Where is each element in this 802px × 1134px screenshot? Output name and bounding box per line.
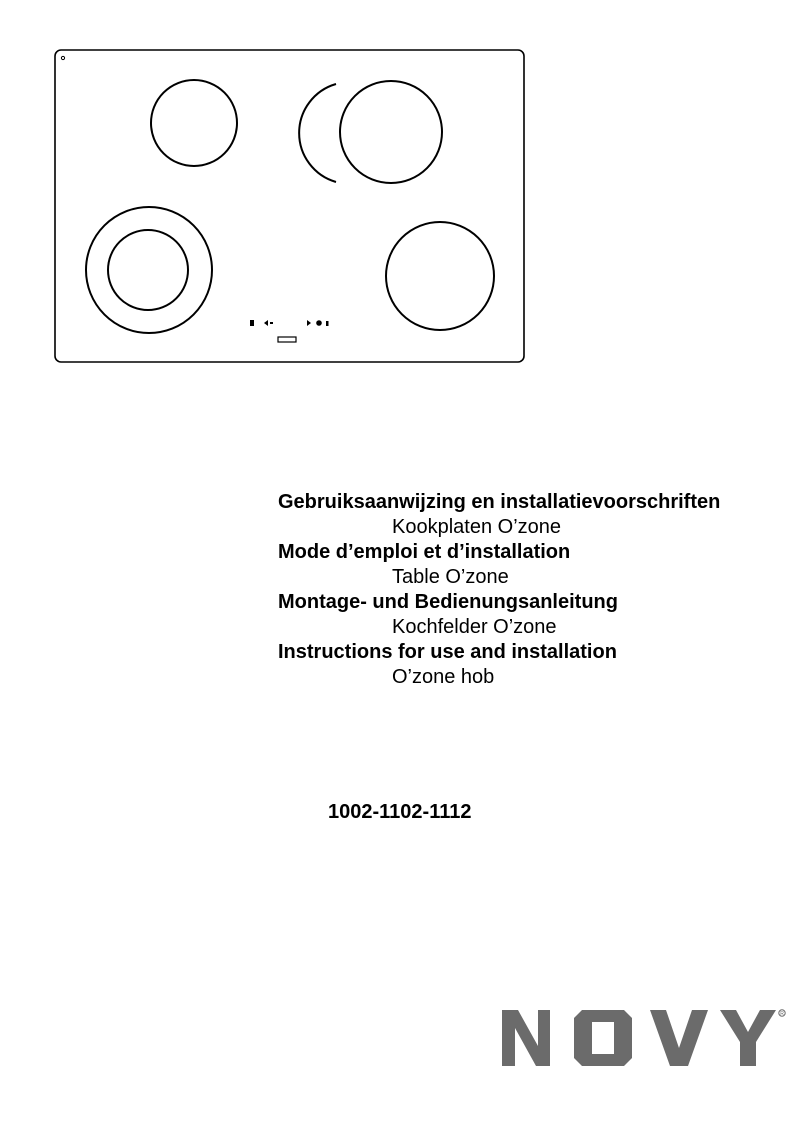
control-plus-icon (307, 320, 311, 326)
title-main-nl: Gebruiksaanwijzing en installatievoorschriften (278, 491, 721, 513)
title-main-de: Montage- und Bedienungsanleitung (278, 591, 618, 613)
zone-front-right (386, 222, 494, 330)
title-block-en (278, 640, 798, 690)
control-panel (250, 320, 329, 342)
novy-logo-letters (502, 1010, 776, 1066)
title-main-fr: Mode d’emploi et d’installation (278, 541, 571, 563)
control-timer-icon (326, 321, 329, 326)
cooktop-illustration (54, 49, 525, 363)
control-display (278, 337, 296, 342)
title-block-nl (278, 490, 798, 540)
control-minus-icon (264, 320, 268, 326)
novy-logo (500, 1004, 790, 1076)
logo-letter-y (720, 1010, 776, 1066)
logo-letter-v (650, 1010, 708, 1066)
cooktop-outline (55, 50, 524, 362)
zone-rear-right (340, 81, 442, 183)
title-sub-en: O’zone hob (392, 666, 495, 688)
title-sub-de: Kochfelder O’zone (392, 616, 557, 638)
model-numbers: 1002-1102-1112 (328, 801, 472, 823)
zone-front-left-outer (86, 207, 212, 333)
control-lock-icon (250, 320, 254, 326)
title-block-fr (278, 540, 798, 590)
svg-text:R: R (780, 1010, 784, 1017)
zone-front-left-inner (108, 230, 188, 310)
corner-dot (61, 56, 64, 59)
zone-rear-left (151, 80, 237, 166)
logo-letter-n (502, 1010, 550, 1066)
title-sub-fr: Table O’zone (392, 566, 509, 588)
zone-rear-right-extension (299, 84, 336, 182)
control-power-icon (316, 320, 322, 326)
title-sub-nl: Kookplaten O’zone (392, 516, 562, 538)
title-block-de (278, 590, 798, 640)
logo-letter-o (574, 1010, 632, 1066)
title-main-en: Instructions for use and installation (278, 641, 617, 663)
manual-titles (278, 490, 798, 690)
